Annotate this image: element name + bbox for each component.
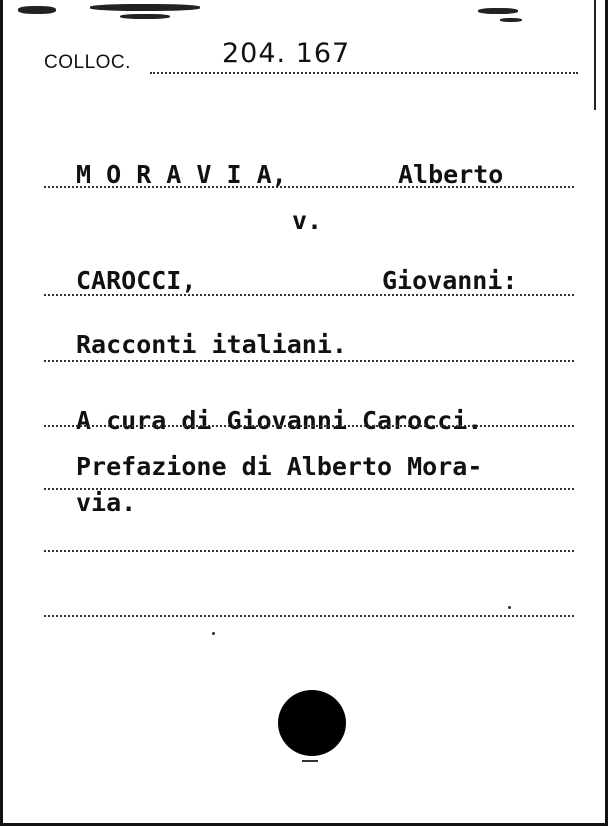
author-surname: M O R A V I A, [76,160,287,189]
author-dotted-line [44,186,574,188]
versus-marker: v. [292,206,323,235]
scan-smudge [478,8,518,14]
colloc-dotted-line [150,72,578,74]
note-dotted-line-1 [44,425,574,427]
scan-smudge [18,6,56,14]
book-title: Racconti italiani. [76,330,347,359]
scan-smudge [500,18,522,22]
punch-hole [278,690,346,756]
card-right-mark [594,0,596,110]
colloc-number: 204. 167 [222,38,351,69]
note-line-1: A cura di Giovanni Carocci. [76,406,483,435]
title-dotted-line [44,360,574,362]
scan-smudge [120,14,170,19]
editor-given-name: Giovanni: [382,266,518,295]
empty-dotted-line-2 [44,615,574,617]
editor-surname: CAROCCI, [76,266,197,295]
card-left-edge [0,0,3,826]
note-line-2: Prefazione di Alberto Mora- [76,452,483,481]
colloc-label: COLLOC. [44,52,131,73]
ink-dot [212,632,215,635]
note-line-3: via. [76,488,137,517]
punch-hole-mark [302,760,318,762]
ink-dot [508,606,511,609]
editor-dotted-line [44,294,574,296]
scan-smudge [90,4,200,11]
author-given-name: Alberto [398,160,504,189]
empty-dotted-line-1 [44,550,574,552]
